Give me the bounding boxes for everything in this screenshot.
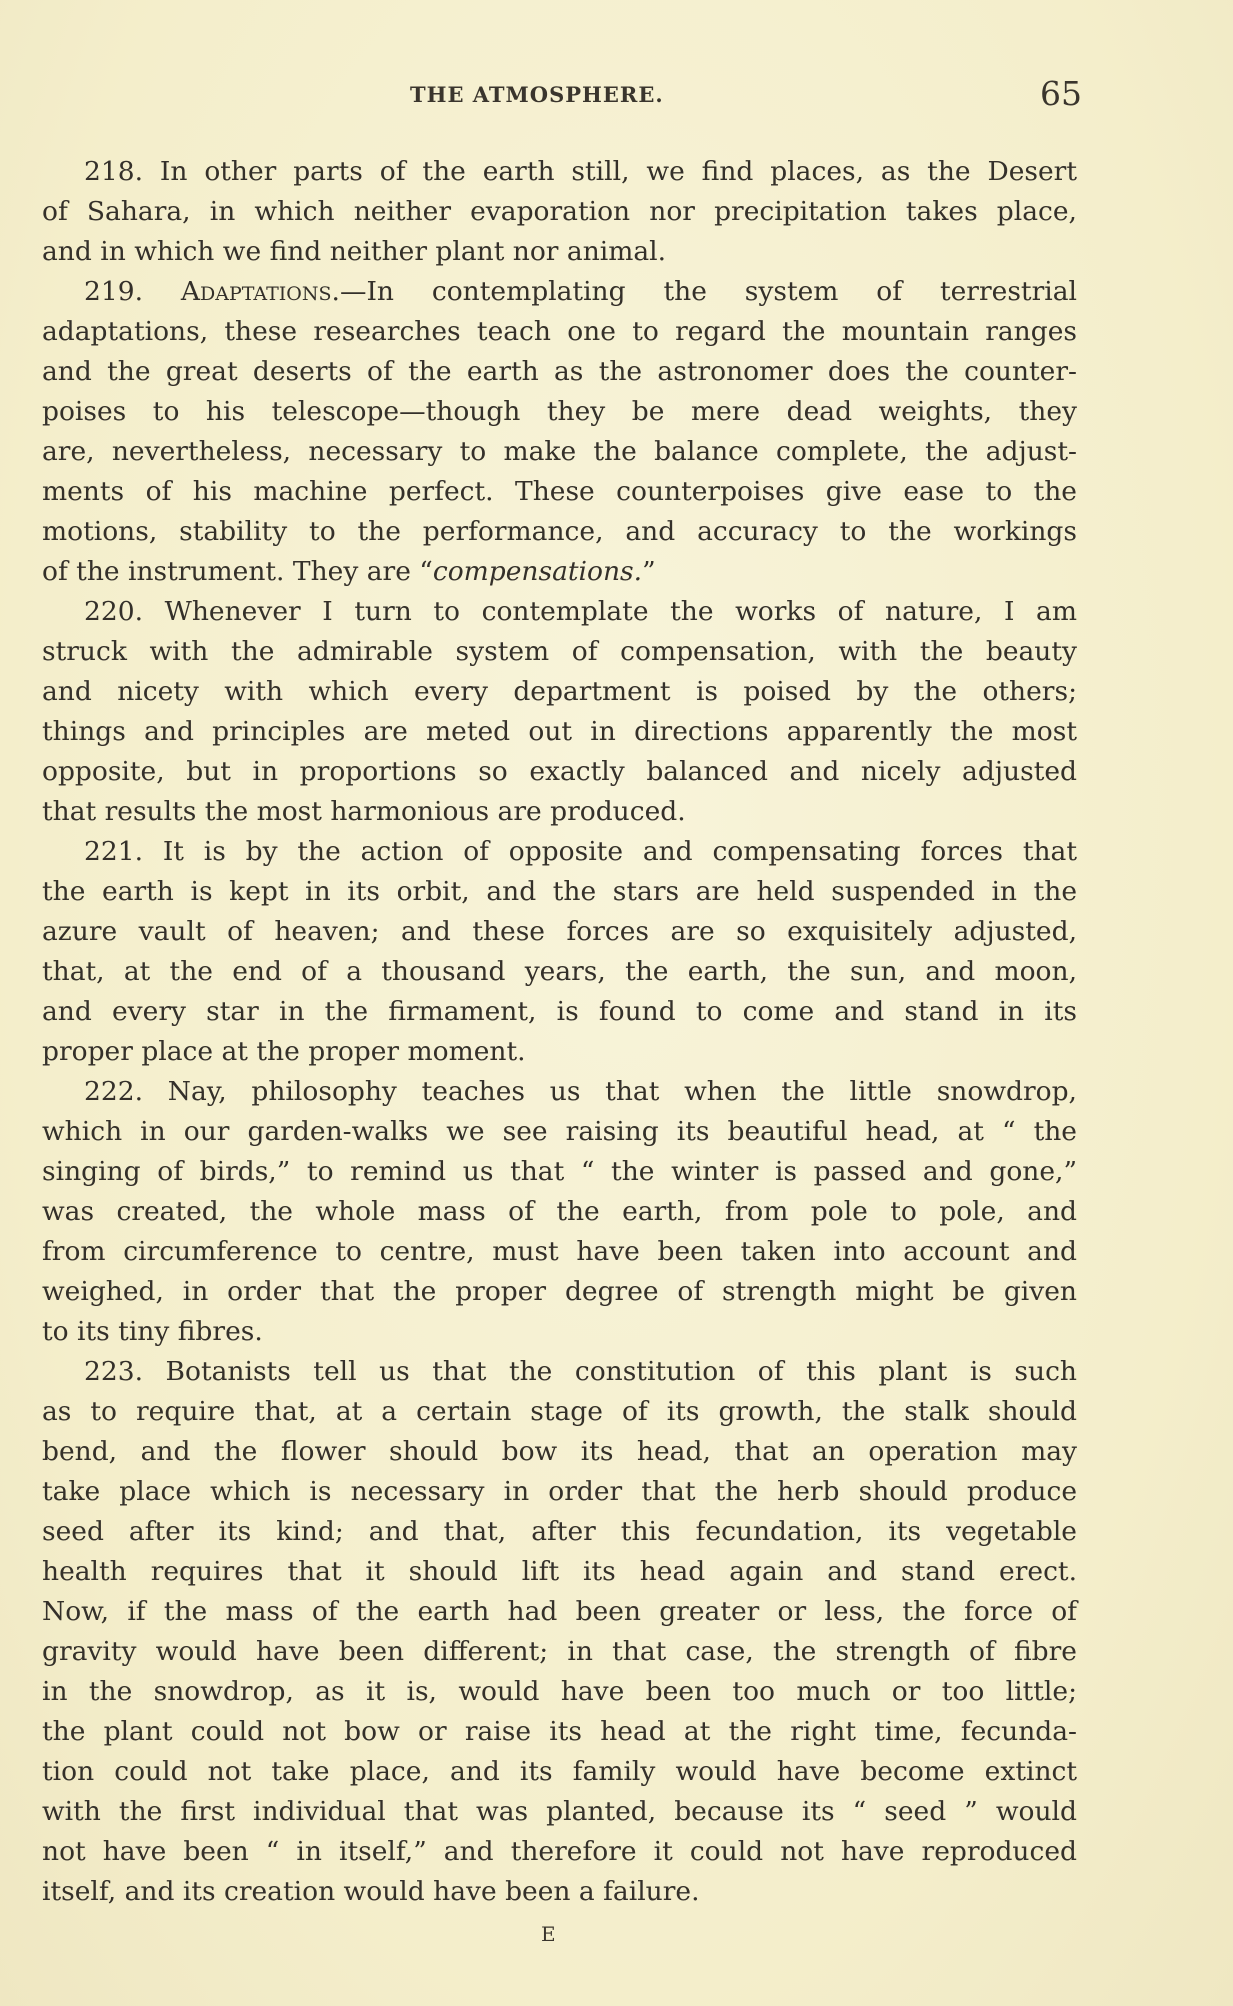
body-text	[42, 152, 1077, 1912]
text-line: 223. Botanists tell us that the constitution of this plant is such	[84, 1356, 1077, 1387]
text-line: and the great deserts of the earth as the astronomer does the counter-	[42, 356, 1077, 387]
text-line: Now, if the mass of the earth had been greater or less, the force of	[42, 1596, 1077, 1627]
text-line: azure vault of heaven; and these forces are so exquisitely adjusted,	[42, 916, 1077, 947]
text-line: 221. It is by the action of opposite and compensating forces that	[84, 836, 1077, 867]
paragraph-number: 218.	[84, 156, 144, 187]
text-line: and every star in the firmament, is found to come and stand in its	[42, 996, 1077, 1027]
paragraph-220	[42, 592, 1077, 832]
text-line: health requires that it should lift its head again and stand erect.	[42, 1556, 1077, 1587]
paragraph-223	[42, 1352, 1077, 1912]
text-line: of Sahara, in which neither evaporation nor precipitation takes place,	[42, 196, 1077, 227]
text-line: that results the most harmonious are produced.	[42, 796, 686, 827]
text-line: the plant could not bow or raise its head at the right time, fecunda-	[42, 1716, 1077, 1747]
text-line: that, at the end of a thousand years, the earth, the sun, and moon,	[42, 956, 1077, 987]
text-line: singing of birds,” to remind us that “ the winter is passed and gone,”	[42, 1156, 1077, 1187]
text-line: and in which we find neither plant nor animal.	[42, 236, 667, 267]
text-line: are, nevertheless, necessary to make the balance complete, the adjust-	[42, 436, 1077, 467]
paragraph-number: 219.	[84, 276, 144, 307]
text-line: ments of his machine perfect. These counterpoises give ease to the	[42, 476, 1077, 507]
section-heading: Adaptations.	[180, 276, 340, 307]
text-line: weighed, in order that the proper degree of strength might be given	[42, 1276, 1077, 1307]
paragraph-number: 223.	[84, 1356, 144, 1387]
text-line: 218. In other parts of the earth still, we find places, as the Desert	[84, 156, 1077, 187]
signature-mark: E	[541, 1922, 556, 1946]
text-line: as to require that, at a certain stage of its growth, the stalk should	[42, 1396, 1077, 1427]
text-line: take place which is necessary in order that the herb should produce	[42, 1476, 1077, 1507]
running-title: THE ATMOSPHERE.	[410, 82, 664, 107]
italic-term: compensations.	[432, 556, 643, 587]
paragraph-219	[42, 272, 1077, 592]
text-line: 219. Adaptations.—In contemplating the system of terrestrial	[84, 276, 1077, 307]
text-line: of the instrument. They are “compensations.”	[42, 556, 656, 587]
text-line: itself, and its creation would have been a failure.	[42, 1876, 700, 1907]
paragraph-218	[42, 152, 1077, 272]
text-line: from circumference to centre, must have been taken into account and	[42, 1236, 1077, 1267]
text-line: was created, the whole mass of the earth, from pole to pole, and	[42, 1196, 1077, 1227]
text-line: with the first individual that was planted, because its “ seed ” would	[42, 1796, 1077, 1827]
text-line: proper place at the proper moment.	[42, 1036, 526, 1067]
paragraph-221	[42, 832, 1077, 1072]
text-line: tion could not take place, and its family would have become extinct	[42, 1756, 1077, 1787]
text-line: which in our garden-walks we see raising its beautiful head, at “ the	[42, 1116, 1077, 1147]
text-line: gravity would have been different; in that case, the strength of fibre	[42, 1636, 1077, 1667]
paragraph-222	[42, 1072, 1077, 1352]
paragraph-number: 222.	[84, 1076, 144, 1107]
text-line: in the snowdrop, as it is, would have been too much or too little;	[42, 1676, 1077, 1707]
text-line: 220. Whenever I turn to contemplate the works of nature, I am	[84, 596, 1077, 627]
paragraph-number: 220.	[84, 596, 144, 627]
text-line: not have been “ in itself,” and therefore it could not have reproduced	[42, 1836, 1077, 1867]
text-line: to its tiny fibres.	[42, 1316, 263, 1347]
text-line: and nicety with which every department is poised by the others;	[42, 676, 1077, 707]
text-line: poises to his telescope—though they be mere dead weights, they	[42, 396, 1077, 427]
paragraph-number: 221.	[84, 836, 144, 867]
text-line: struck with the admirable system of compensation, with the beauty	[42, 636, 1077, 667]
text-line: the earth is kept in its orbit, and the stars are held suspended in the	[42, 876, 1077, 907]
text-line: opposite, but in proportions so exactly balanced and nicely adjusted	[42, 756, 1077, 787]
text-line: things and principles are meted out in directions apparently the most	[42, 716, 1077, 747]
text-line: adaptations, these researches teach one to regard the mountain ranges	[42, 316, 1077, 347]
page-number: 65	[1040, 74, 1082, 113]
text-line: motions, stability to the performance, and accuracy to the workings	[42, 516, 1077, 547]
text-line: bend, and the flower should bow its head, that an operation may	[42, 1436, 1077, 1467]
running-head	[0, 74, 1233, 114]
text-line: 222. Nay, philosophy teaches us that when the little snowdrop,	[84, 1076, 1077, 1107]
text-line: seed after its kind; and that, after this fecundation, its vegetable	[42, 1516, 1077, 1547]
